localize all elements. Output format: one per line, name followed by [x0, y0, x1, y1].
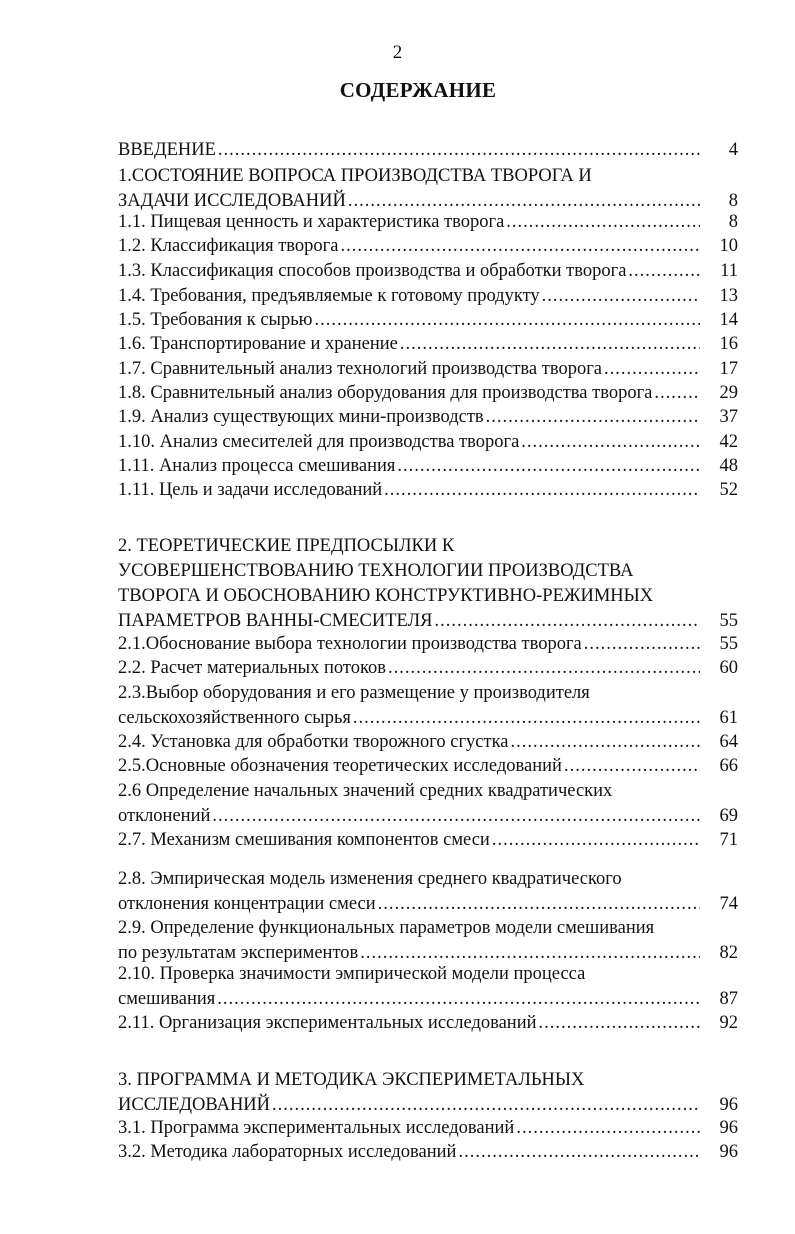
toc-entry-text: отклонений: [118, 806, 211, 826]
toc-entry: [118, 259, 738, 284]
toc-entry-text: 3.1. Программа экспериментальных исследований: [118, 1118, 515, 1138]
toc-entry-text: 2.4. Установка для обработки творожного сгустка: [118, 732, 509, 752]
toc-entry-text: УСОВЕРШЕНСТВОВАНИЮ ТЕХНОЛОГИИ ПРОИЗВОДСТВА: [118, 561, 634, 581]
toc-page-number: 10: [719, 236, 738, 256]
toc-entry-text: 1.СОСТОЯНИЕ ВОПРОСА ПРОИЗВОДСТВА ТВОРОГА И: [118, 166, 592, 186]
toc-entry-text: сельскохозяйственного сырья: [118, 708, 351, 728]
toc-page-number: 14: [719, 310, 738, 330]
toc-entry-text: 3.2. Методика лабораторных исследований: [118, 1142, 457, 1162]
dot-leader: [400, 332, 700, 357]
toc-page-number: 42: [719, 432, 738, 452]
toc-entry-text: 2. ТЕОРЕТИЧЕСКИЕ ПРЕДПОСЫЛКИ К: [118, 536, 455, 556]
toc-entry-text: 2.7. Механизм смешивания компонентов смеси: [118, 830, 490, 850]
toc-entry-text: 1.9. Анализ существующих мини-производств: [118, 407, 484, 427]
toc-page-number: 8: [728, 191, 738, 211]
dot-leader: [272, 1093, 700, 1118]
toc-entry-text: 3. ПРОГРАММА И МЕТОДИКА ЭКСПЕРИМЕТАЛЬНЫХ: [118, 1070, 585, 1090]
toc-entry-text: 2.9. Определение функциональных параметров модели смешивания: [118, 918, 655, 938]
page-title: СОДЕРЖАНИЕ: [339, 78, 497, 102]
toc-entry-text: ПАРАМЕТРОВ ВАННЫ-СМЕСИТЕЛЯ: [118, 611, 433, 631]
toc-entry: [118, 1011, 738, 1036]
toc-page-number: 96: [719, 1095, 738, 1115]
toc-entry: [118, 962, 738, 1012]
toc-page-number: 87: [719, 989, 738, 1009]
dot-leader: [654, 381, 700, 406]
toc-entry-text: ИССЛЕДОВАНИЙ: [118, 1095, 271, 1115]
toc-entry: [118, 916, 738, 966]
toc-entry-text: 1.4. Требования, предъявляемые к готовому продукту: [118, 286, 540, 306]
toc-entry: [118, 405, 738, 430]
dot-leader: [584, 632, 700, 657]
dot-leader: [378, 892, 700, 917]
toc-entry-text: 1.11. Анализ процесса смешивания: [118, 456, 396, 476]
toc-entry: [118, 1116, 738, 1141]
toc-entry-text: 1.8. Сравнительный анализ оборудования для производства творога: [118, 383, 653, 403]
dot-leader: [388, 656, 700, 681]
toc-page-number: 17: [719, 359, 738, 379]
toc-entry: [118, 381, 738, 406]
toc-entry-text: по результатам экспериментов: [118, 943, 359, 963]
toc-entry: [118, 332, 738, 357]
toc-page-number: 48: [719, 456, 738, 476]
toc-page-number: 74: [719, 894, 738, 914]
toc-entry: [118, 828, 738, 853]
toc-entry-text: 1.2. Классификация творога: [118, 236, 339, 256]
toc-page-number: 16: [719, 334, 738, 354]
toc-entry-text: ТВОРОГА И ОБОСНОВАНИЮ КОНСТРУКТИВНО-РЕЖИМНЫХ: [118, 586, 654, 606]
toc-entry-text: 1.7. Сравнительный анализ технологий производства творога: [118, 359, 602, 379]
toc-entry: [118, 284, 738, 309]
dot-leader: [542, 284, 700, 309]
toc-entry: [118, 754, 738, 779]
toc-page-number: 92: [719, 1013, 738, 1033]
toc-entry-text: ВВЕДЕНИЕ: [118, 140, 216, 160]
toc-page-number: 11: [720, 261, 738, 281]
toc-entry: [118, 308, 738, 333]
toc-entry: [118, 867, 738, 917]
toc-entry-text: 1.5. Требования к сырью: [118, 310, 313, 330]
dot-leader: [217, 987, 700, 1012]
toc-entry: [118, 210, 738, 235]
toc-entry: [118, 430, 738, 455]
toc-entry-text: 1.1. Пищевая ценность и характеристика творога: [118, 212, 505, 232]
toc-page-number: 64: [719, 732, 738, 752]
dot-leader: [516, 1116, 700, 1141]
toc-entry-text: отклонения концентрации смеси: [118, 894, 376, 914]
toc-entry-text: 2.1.Обоснование выбора технологии производства творога: [118, 634, 582, 654]
toc-page-number: 66: [719, 756, 738, 776]
dot-leader: [486, 405, 700, 430]
toc-entry: [118, 1068, 738, 1118]
toc-page-number: 13: [719, 286, 738, 306]
dot-leader: [628, 259, 700, 284]
dot-leader: [434, 609, 700, 634]
toc-entry-text: 1.11. Цель и задачи исследований: [118, 480, 383, 500]
dot-leader: [492, 828, 700, 853]
dot-leader: [315, 308, 701, 333]
toc-page-number: 55: [719, 634, 738, 654]
toc-page-number: 55: [719, 611, 738, 631]
dot-leader: [218, 138, 700, 163]
toc-page-number: 69: [719, 806, 738, 826]
toc-entry: [118, 779, 738, 829]
toc-entry-text: 2.2. Расчет материальных потоков: [118, 658, 386, 678]
toc-page-number: 82: [719, 943, 738, 963]
toc-entry: [118, 164, 738, 214]
toc-entry: [118, 454, 738, 479]
toc-entry: [118, 656, 738, 681]
toc-entry: [118, 234, 738, 259]
toc-page-number: 71: [719, 830, 738, 850]
toc-entry-text: 1.6. Транспортирование и хранение: [118, 334, 398, 354]
toc-entry-text: ЗАДАЧИ ИССЛЕДОВАНИЙ: [118, 191, 346, 211]
toc-page-number: 8: [728, 212, 738, 232]
toc-entry-text: 1.10. Анализ смесителей для производства творога: [118, 432, 520, 452]
toc-page-number: 4: [728, 140, 738, 160]
toc-entry: [118, 1140, 738, 1165]
toc-entry-text: 2.5.Основные обозначения теоретических исследований: [118, 756, 562, 776]
dot-leader: [340, 234, 700, 259]
toc-entry-text: 1.3. Классификация способов производства и обработки творога: [118, 261, 627, 281]
toc-page-number: 61: [719, 708, 738, 728]
page-number: 2: [392, 42, 403, 63]
dot-leader: [604, 357, 700, 382]
toc-page-number: 96: [719, 1118, 738, 1138]
toc-entry: [118, 478, 738, 503]
toc-entry: [118, 681, 738, 731]
dot-leader: [521, 430, 700, 455]
dot-leader: [397, 454, 700, 479]
toc-page-number: 60: [719, 658, 738, 678]
toc-entry-text: 2.6 Определение начальных значений средних квадратических: [118, 781, 613, 801]
dot-leader: [353, 706, 700, 731]
toc-entry: [118, 357, 738, 382]
toc-entry-text: 2.8. Эмпирическая модель изменения среднего квадратического: [118, 869, 622, 889]
dot-leader: [212, 804, 700, 829]
toc-entry: [118, 534, 738, 634]
toc-entry: [118, 730, 738, 755]
toc-entry-text: 2.3.Выбор оборудования и его размещение у производителя: [118, 683, 590, 703]
dot-leader: [539, 1011, 700, 1036]
toc-entry-text: смешивания: [118, 989, 216, 1009]
toc-page-number: 29: [719, 383, 738, 403]
toc-page-number: 37: [719, 407, 738, 427]
toc-entry-text: 2.10. Проверка значимости эмпирической модели процесса: [118, 964, 586, 984]
toc-page-number: 96: [719, 1142, 738, 1162]
dot-leader: [506, 210, 700, 235]
toc-entry: [118, 632, 738, 657]
toc-entry: [118, 138, 738, 163]
dot-leader: [384, 478, 700, 503]
toc-entry-text: 2.11. Организация экспериментальных исследований: [118, 1013, 537, 1033]
dot-leader: [458, 1140, 700, 1165]
dot-leader: [564, 754, 700, 779]
dot-leader: [511, 730, 700, 755]
toc-page-number: 52: [719, 480, 738, 500]
